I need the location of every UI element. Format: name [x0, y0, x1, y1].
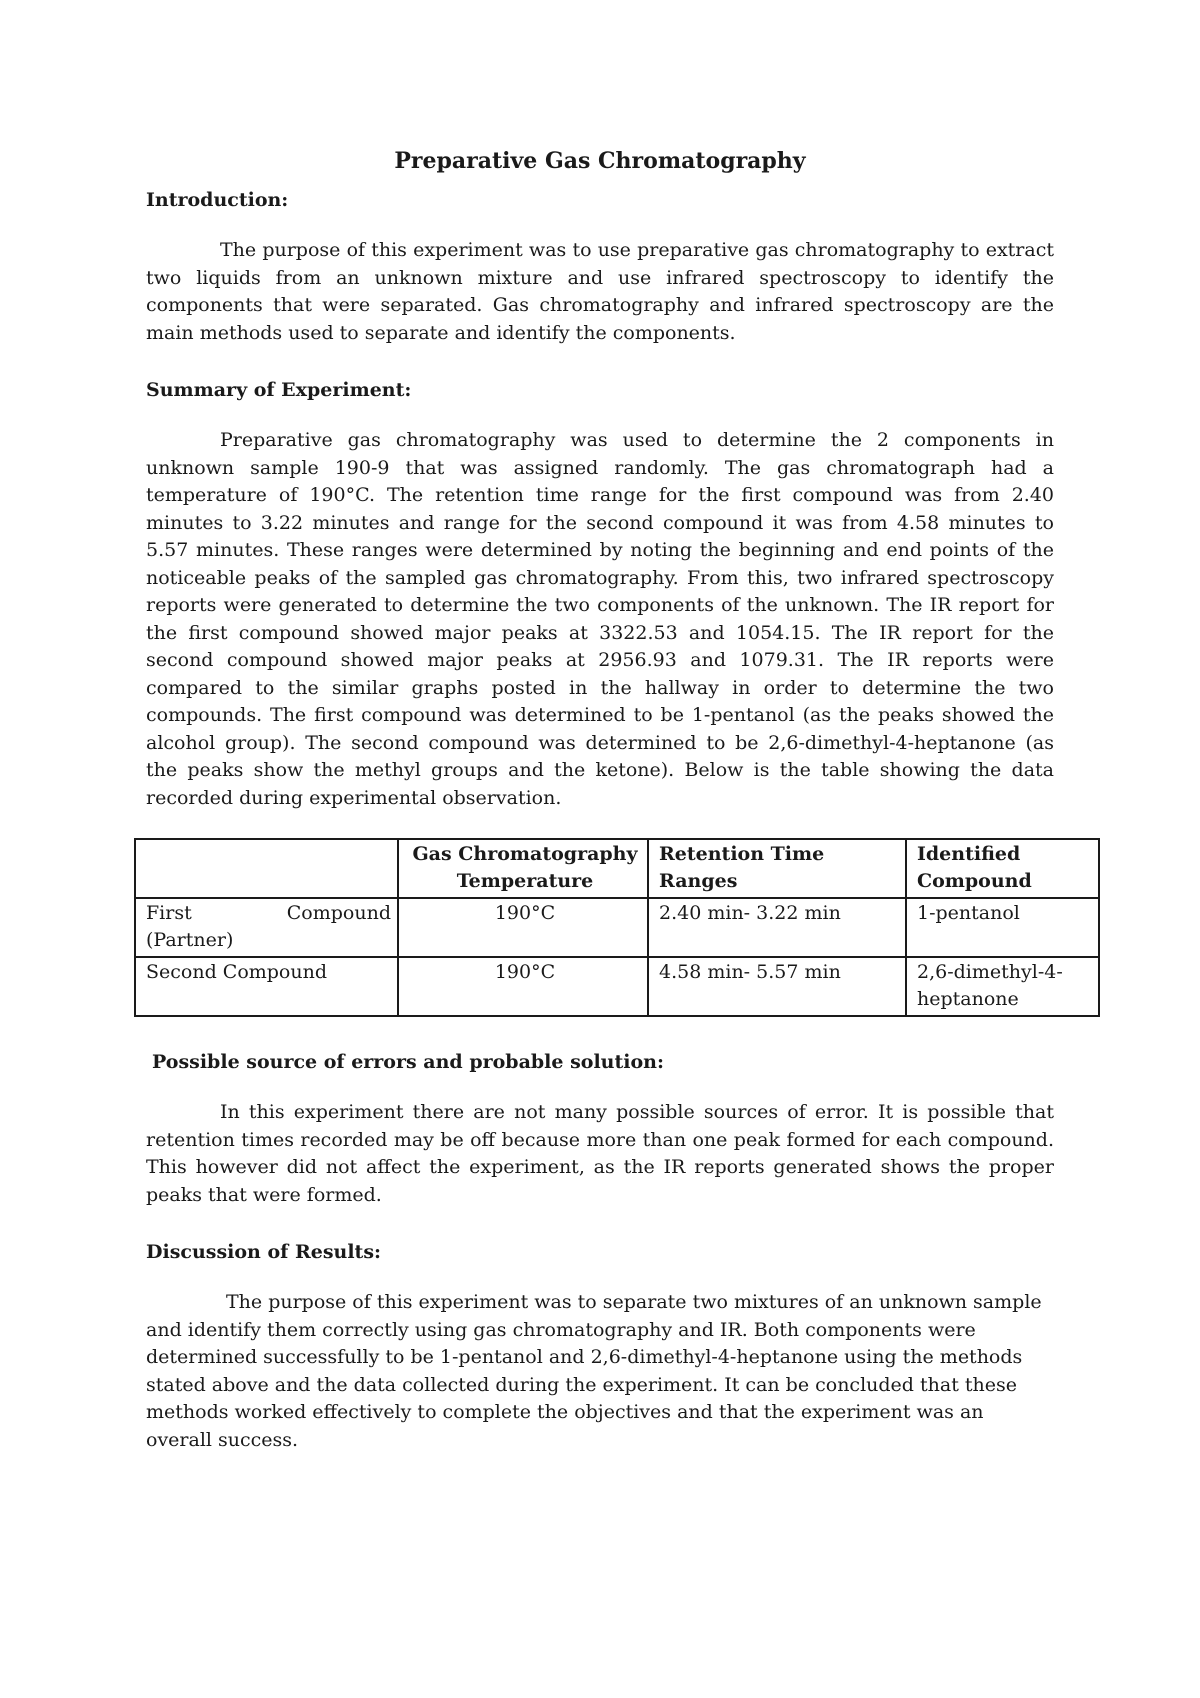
- table-header-retention: Retention Time Ranges: [648, 839, 906, 898]
- document-title: Preparative Gas Chromatography: [394, 148, 806, 174]
- discussion-paragraph: The purpose of this experiment was to separate two mixtures of an unknown sample and identify them correctly using gas chromatography and IR. Both components were determined successfully to be 1-pentanol and 2,6-dimethyl-4-heptanone using the methods stated above and the data collected during the experiment. It can be concluded that these methods worked effectively to complete the objectives and that the experiment was an overall success.: [146, 1291, 1042, 1451]
- introduction-heading: Introduction:: [146, 189, 289, 211]
- table-row: [135, 957, 1099, 1016]
- table-header-blank: [135, 839, 398, 898]
- table-cell-compound: 1-pentanol: [906, 898, 1099, 957]
- table-cell-temperature: 190°C: [398, 957, 648, 1016]
- table-cell-retention: 2.40 min- 3.22 min: [648, 898, 906, 957]
- document-body: [146, 145, 1063, 1454]
- table-cell-label: Second Compound: [135, 957, 398, 1016]
- table-cell-label: First Compound (Partner): [135, 898, 398, 957]
- table-header-compound: Identified Compound: [906, 839, 1099, 898]
- discussion-heading: Discussion of Results:: [146, 1241, 382, 1263]
- errors-paragraph: In this experiment there are not many possible sources of error. It is possible that retention times recorded may be off because more than one peak formed for each compound. This however did not affect the experiment, as the IR reports generated shows the proper peaks that were formed.: [146, 1101, 1054, 1206]
- table-cell-temperature: 190°C: [398, 898, 648, 957]
- introduction-paragraph: The purpose of this experiment was to use preparative gas chromatography to extract two liquids from an unknown mixture and use infrared spectroscopy to identify the components that were separated. Gas chromatography and infrared spectroscopy are the main methods used to separate and identify the components.: [146, 239, 1054, 344]
- table-cell-compound: 2,6-dimethyl-4-heptanone: [906, 957, 1099, 1016]
- summary-paragraph: Preparative gas chromatography was used to determine the 2 components in unknown sample 190-9 that was assigned randomly. The gas chromatograph had a temperature of 190°C. The retention time range for the first compound was from 2.40 minutes to 3.22 minutes and range for the second compound it was from 4.58 minutes to 5.57 minutes. These ranges were determined by noting the beginning and end points of the noticeable peaks of the sampled gas chromatography. From this, two infrared spectroscopy reports were generated to determine the two components of the unknown. The IR report for the first compound showed major peaks at 3322.53 and 1054.15. The IR report for the second compound showed major peaks at 2956.93 and 1079.31. The IR reports were compared to the similar graphs posted in the hallway in order to determine the two compounds. The first compound was determined to be 1-pentanol (as the peaks showed the alcohol group). The second compound was determined to be 2,6-dimethyl-4-heptanone (as the peaks show the methyl groups and the ketone). Below is the table showing the data recorded during experimental observation.: [146, 429, 1054, 809]
- table-header-row: [135, 839, 1099, 898]
- results-table: [134, 838, 1100, 1017]
- errors-heading: Possible source of errors and probable solution:: [152, 1051, 664, 1073]
- table-cell-retention: 4.58 min- 5.57 min: [648, 957, 906, 1016]
- table-header-temperature: Gas Chromatography Temperature: [398, 839, 648, 898]
- table-row: [135, 898, 1099, 957]
- summary-heading: Summary of Experiment:: [146, 379, 412, 401]
